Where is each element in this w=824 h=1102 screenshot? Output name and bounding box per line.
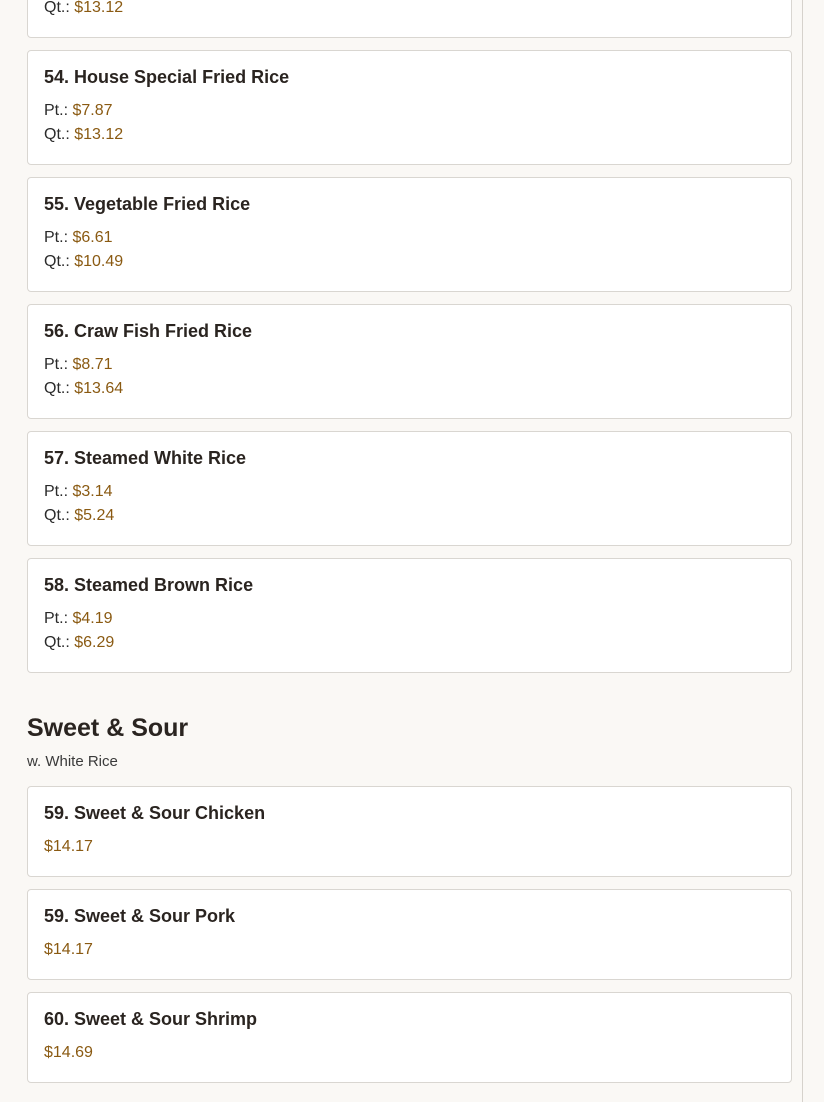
pint-price: $7.87 [72, 102, 113, 119]
pint-label: Pt.: [44, 229, 69, 246]
price-block [44, 99, 775, 147]
menu-item-card[interactable] [27, 558, 792, 673]
menu-item-card[interactable] [27, 177, 792, 292]
menu-item-name: 54. House Special Fried Rice [44, 67, 290, 87]
menu-item-name: 58. Steamed Brown Rice [44, 575, 254, 595]
menu-item-card[interactable] [27, 786, 792, 877]
price-block [44, 938, 775, 962]
menu-item-name: 59. Sweet & Sour Pork [44, 906, 236, 926]
quart-price-line [44, 123, 775, 147]
quart-label: Qt.: [44, 634, 70, 651]
menu-item-card[interactable] [27, 0, 792, 38]
pint-price: $3.14 [72, 483, 113, 500]
price-block [44, 1041, 775, 1065]
pint-price-line [44, 353, 775, 377]
item-price: $14.17 [44, 941, 93, 958]
menu-item-name: 55. Vegetable Fried Rice [44, 194, 251, 214]
menu-list [27, 0, 792, 1095]
quart-price: $5.24 [74, 507, 115, 524]
quart-price-line [44, 377, 775, 401]
menu-item-card[interactable] [27, 431, 792, 546]
pint-price: $6.61 [72, 229, 113, 246]
menu-item-card[interactable] [27, 889, 792, 980]
pint-label: Pt.: [44, 356, 69, 373]
pint-price-line [44, 607, 775, 631]
section-subtitle: w. White Rice [27, 753, 118, 770]
price-block [44, 353, 775, 401]
quart-price-line [44, 0, 775, 20]
pint-price-line [44, 99, 775, 123]
pint-price-line [44, 226, 775, 250]
item-price: $14.17 [44, 838, 93, 855]
menu-item-name: 59. Sweet & Sour Chicken [44, 803, 266, 823]
section-title: Sweet & Sour [27, 714, 189, 742]
pint-price: $4.19 [72, 610, 113, 627]
price-block [44, 607, 775, 655]
item-price: $14.69 [44, 1044, 93, 1061]
quart-price: $10.49 [74, 253, 124, 270]
price-block [44, 226, 775, 274]
quart-price-line [44, 504, 775, 528]
section-header-sweet-sour [27, 685, 792, 786]
price-block [44, 480, 775, 528]
pint-price: $8.71 [72, 356, 113, 373]
quart-label: Qt.: [44, 507, 70, 524]
menu-item-card[interactable] [27, 992, 792, 1083]
quart-label: Qt.: [44, 253, 70, 270]
pint-label: Pt.: [44, 483, 69, 500]
price-block [44, 835, 775, 859]
quart-price: $6.29 [74, 634, 115, 651]
quart-label: Qt.: [44, 126, 70, 143]
menu-item-card[interactable] [27, 50, 792, 165]
quart-price: $13.12 [74, 126, 124, 143]
quart-label: Qt.: [44, 0, 70, 16]
quart-price: $13.12 [74, 0, 124, 16]
menu-item-name: 56. Craw Fish Fried Rice [44, 321, 253, 341]
price-block [44, 0, 775, 20]
quart-price-line [44, 250, 775, 274]
quart-label: Qt.: [44, 380, 70, 397]
pint-price-line [44, 480, 775, 504]
quart-price-line [44, 631, 775, 655]
pint-label: Pt.: [44, 610, 69, 627]
pint-label: Pt.: [44, 102, 69, 119]
menu-item-name: 60. Sweet & Sour Shrimp [44, 1009, 258, 1029]
menu-item-name: 57. Steamed White Rice [44, 448, 247, 468]
menu-item-card[interactable] [27, 304, 792, 419]
quart-price: $13.64 [74, 380, 124, 397]
